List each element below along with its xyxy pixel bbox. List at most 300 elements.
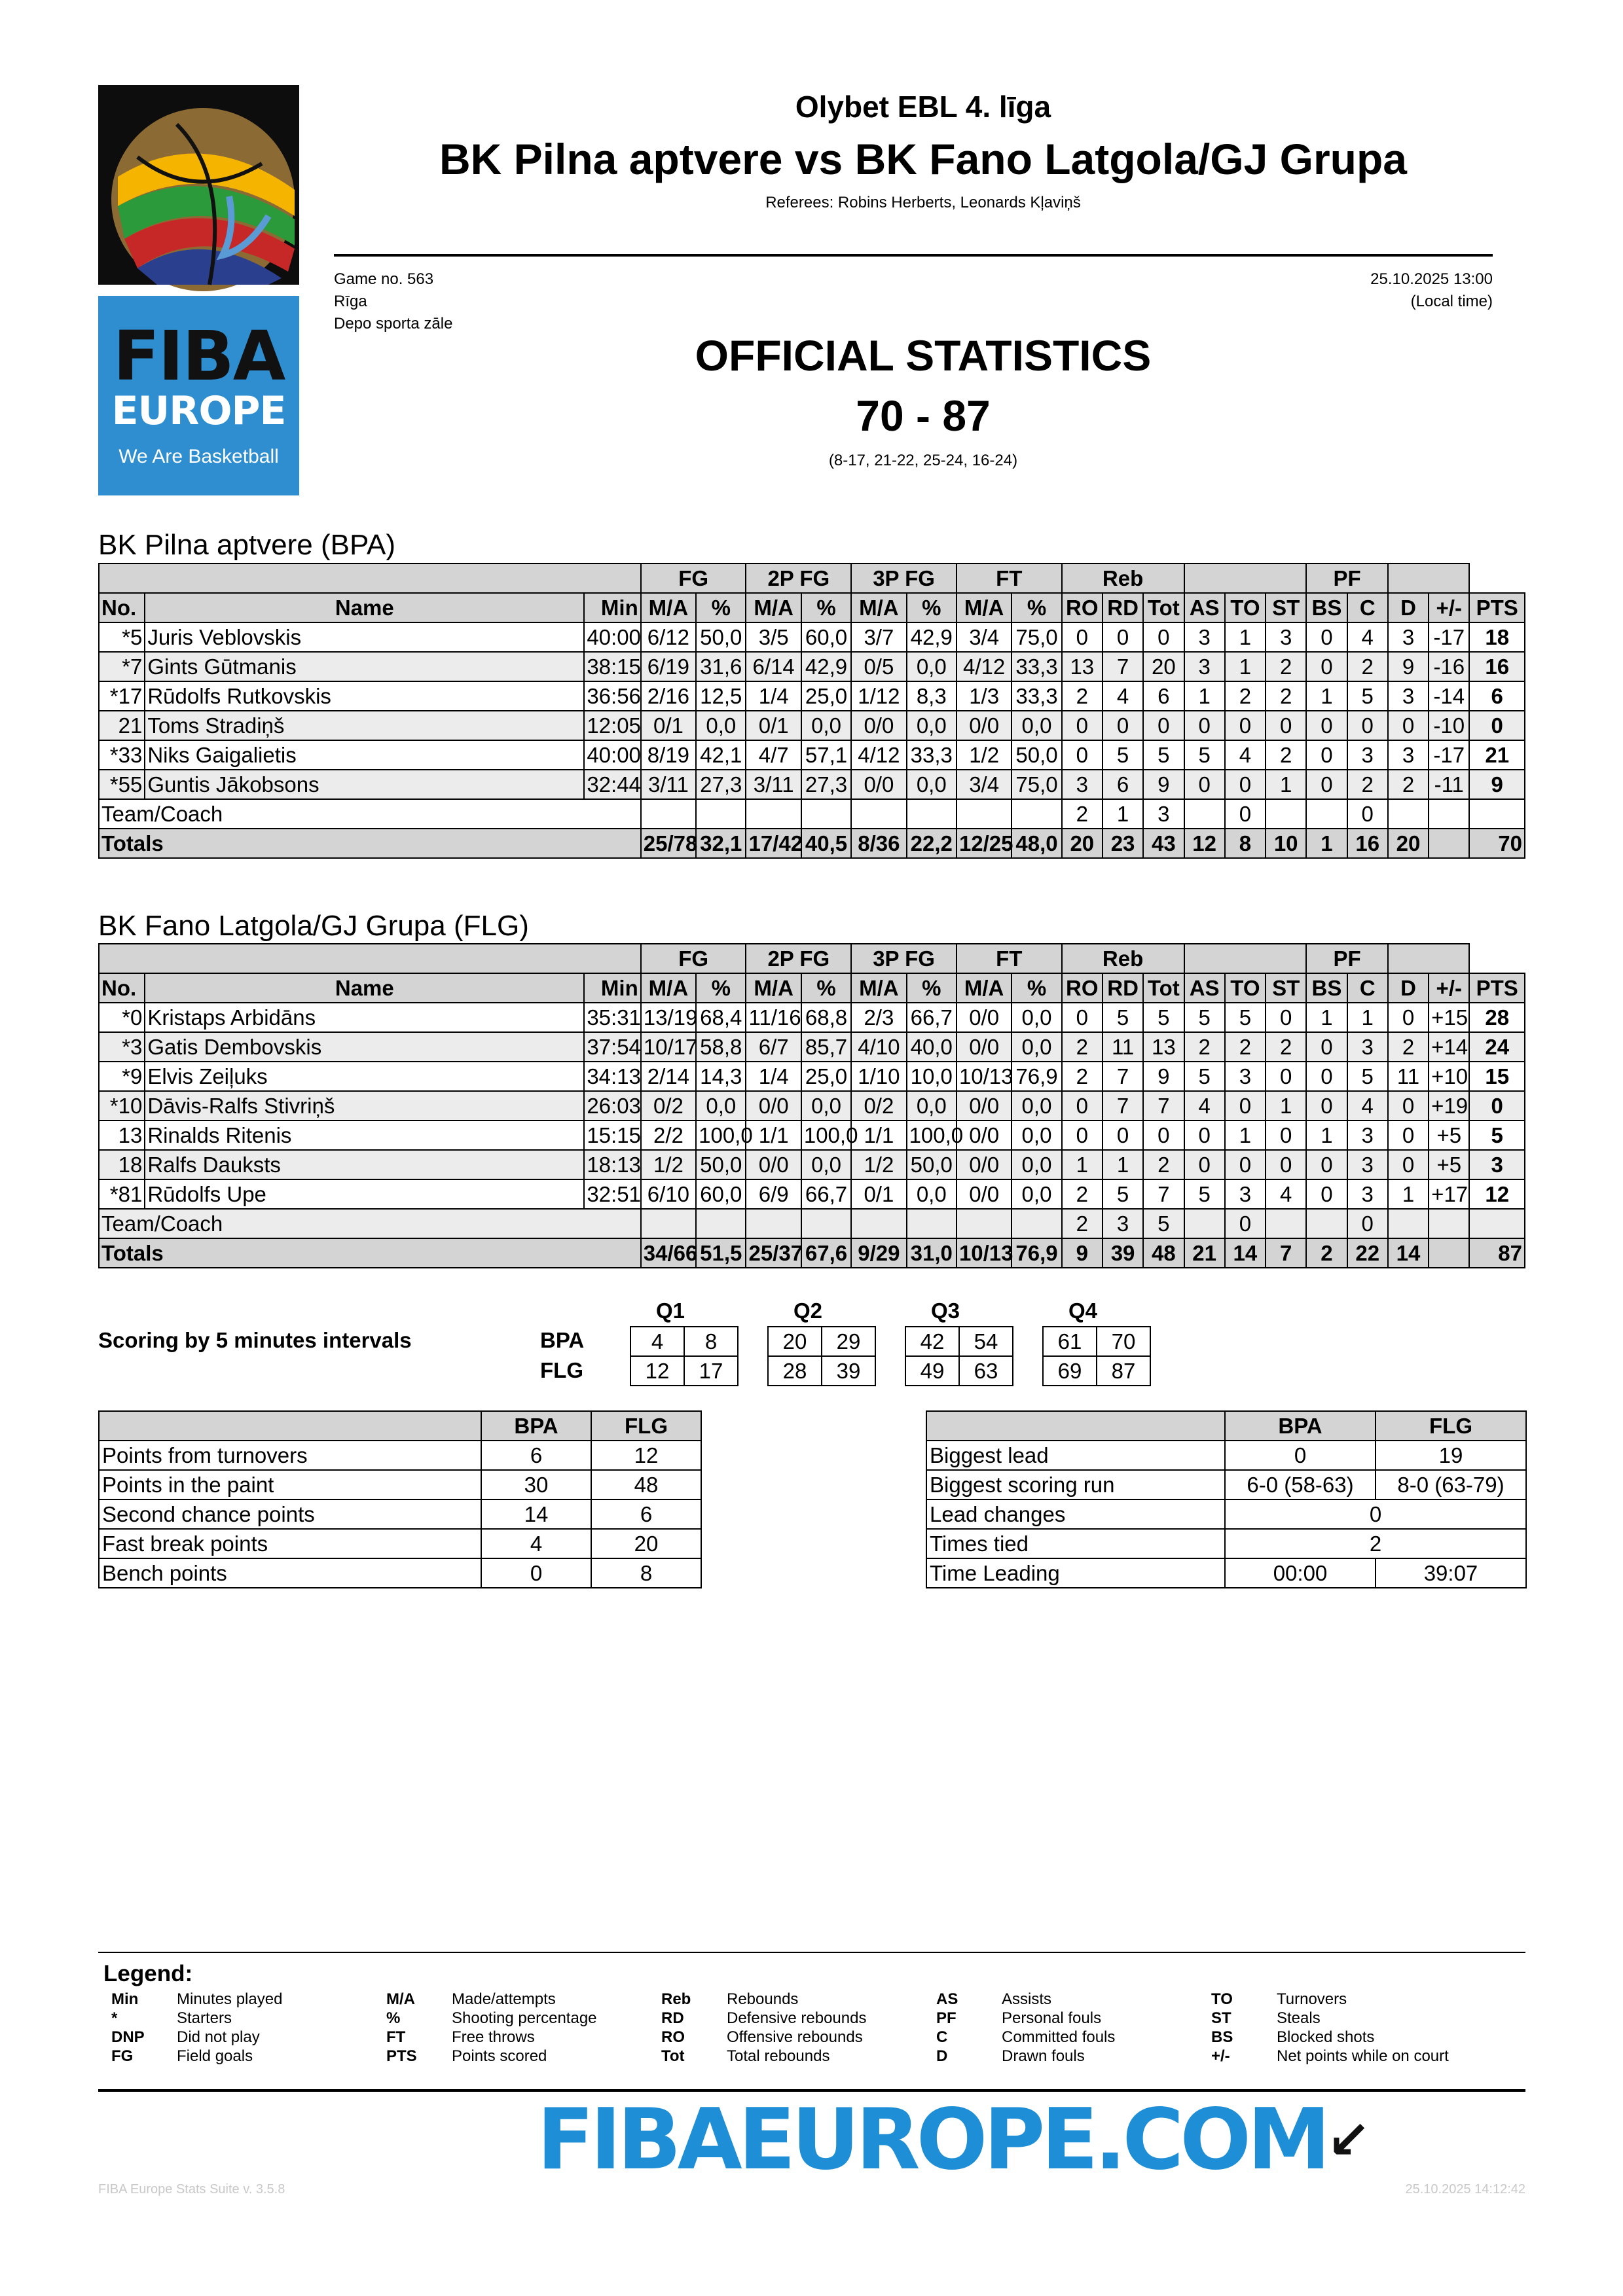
stat-cell: 5 <box>1347 1062 1388 1091</box>
stat-cell: -14 <box>1429 681 1469 711</box>
stat-cell: 1 <box>1266 770 1306 799</box>
player-row <box>99 622 1525 652</box>
stat-cell: 18:13 <box>584 1150 640 1179</box>
stat-cell: 57,1 <box>801 740 851 770</box>
summary-value: 12 <box>591 1441 701 1470</box>
empty-cell <box>1388 799 1429 829</box>
player-points: 0 <box>1469 1091 1525 1121</box>
stat-cell: 13 <box>99 1121 145 1150</box>
column-header: RO <box>1062 973 1103 1003</box>
stat-cell: 0 <box>1306 622 1347 652</box>
summary-row <box>99 1529 701 1558</box>
stat-cell: 0 <box>1306 1032 1347 1062</box>
stat-cell: 13/19 <box>641 1003 696 1032</box>
column-header: M/A <box>851 593 906 622</box>
empty-cell <box>1184 799 1225 829</box>
legend-abbr: AS <box>936 1990 958 2008</box>
empty-cell <box>746 799 801 829</box>
stat-cell: 60,0 <box>696 1179 746 1209</box>
stat-cell: 1 <box>1103 1150 1143 1179</box>
stat-cell: 6/10 <box>641 1179 696 1209</box>
interval-score: 61 <box>1043 1327 1097 1356</box>
stat-cell: 0 <box>1306 1150 1347 1179</box>
stat-cell: 10/17 <box>641 1032 696 1062</box>
group-header: PF <box>1306 944 1388 973</box>
stat-cell: 14 <box>1388 1238 1429 1268</box>
stat-cell: 0 <box>1388 1150 1429 1179</box>
stat-cell: 7 <box>1143 1091 1184 1121</box>
stat-cell: 1 <box>1225 652 1266 681</box>
group-header: FG <box>641 944 746 973</box>
column-header: ST <box>1266 593 1306 622</box>
table-column-header <box>99 593 1525 622</box>
stat-cell: 3 <box>1184 622 1225 652</box>
column-header: RD <box>1103 973 1143 1003</box>
legend-abbr: Tot <box>661 2047 685 2065</box>
legend-desc: Turnovers <box>1277 1990 1347 2008</box>
stat-cell: 43 <box>1143 829 1184 858</box>
biggest-lead-flg: 19 <box>1376 1441 1526 1470</box>
stat-cell: 4/7 <box>746 740 801 770</box>
totals-points: 87 <box>1469 1238 1525 1268</box>
stat-cell: 0/5 <box>851 652 906 681</box>
summary-right-header-bpa: BPA <box>1225 1411 1376 1441</box>
legend-abbr: FG <box>111 2047 134 2065</box>
stat-cell: 0/0 <box>957 1179 1012 1209</box>
stat-cell: 0,0 <box>801 711 851 740</box>
stat-cell: 40:00 <box>584 740 640 770</box>
stat-cell: 6/7 <box>746 1032 801 1062</box>
interval-team-bpa: BPA <box>540 1328 585 1352</box>
stat-cell: 10 <box>1266 829 1306 858</box>
column-header: M/A <box>957 593 1012 622</box>
document-title: OFFICIAL STATISTICS <box>695 331 1152 380</box>
stat-cell: -17 <box>1429 740 1469 770</box>
stat-cell: 31,6 <box>696 652 746 681</box>
stat-cell: 0/2 <box>641 1091 696 1121</box>
empty-cell <box>696 799 746 829</box>
legend-abbr: RD <box>661 2009 684 2027</box>
interval-score: 42 <box>905 1327 959 1356</box>
stat-cell: 22,2 <box>907 829 957 858</box>
stat-cell: 12:05 <box>584 711 640 740</box>
legend-abbr: D <box>936 2047 948 2065</box>
stat-cell: 25/78 <box>641 829 696 858</box>
summary-label: Points from turnovers <box>99 1441 481 1470</box>
stat-cell: 0 <box>1225 1209 1266 1238</box>
stat-cell: 12 <box>1184 829 1225 858</box>
stat-cell: 32,1 <box>696 829 746 858</box>
empty-cell <box>1469 1209 1525 1238</box>
player-row <box>99 770 1525 799</box>
stat-cell: 40,5 <box>801 829 851 858</box>
stat-cell: 11/16 <box>746 1003 801 1032</box>
stat-cell: 0 <box>1347 799 1388 829</box>
stat-cell: 5 <box>1143 740 1184 770</box>
team-coach-row <box>99 799 1525 829</box>
biggest-lead-label: Biggest lead <box>926 1441 1225 1470</box>
legend-desc: Shooting percentage <box>452 2009 597 2027</box>
stat-cell: 3 <box>1347 740 1388 770</box>
column-header: TO <box>1225 973 1266 1003</box>
team-coach-row <box>99 1209 1525 1238</box>
legend-abbr: PF <box>936 2009 957 2027</box>
player-name: Rūdolfs Upe <box>145 1179 584 1209</box>
interval-box <box>905 1326 1013 1386</box>
stat-cell: +10 <box>1429 1062 1469 1091</box>
stat-cell: 0,0 <box>907 770 957 799</box>
legend-abbr: FT <box>386 2028 406 2046</box>
summary-value: 30 <box>481 1470 591 1499</box>
stat-cell: 1/10 <box>851 1062 906 1091</box>
stat-cell: 14,3 <box>696 1062 746 1091</box>
stat-cell: 25,0 <box>801 1062 851 1091</box>
column-header: % <box>907 593 957 622</box>
legend-abbr: ST <box>1211 2009 1231 2027</box>
stat-cell: 25/37 <box>746 1238 801 1268</box>
interval-score: 28 <box>768 1356 822 1386</box>
stat-cell: 2 <box>1266 740 1306 770</box>
summary-row <box>99 1499 701 1529</box>
stat-cell: 0/1 <box>746 711 801 740</box>
column-header: M/A <box>851 973 906 1003</box>
column-header: % <box>801 593 851 622</box>
stat-cell: 2 <box>1062 1209 1103 1238</box>
stat-cell: +5 <box>1429 1150 1469 1179</box>
stat-cell: *17 <box>99 681 145 711</box>
stat-cell: 0 <box>1266 1150 1306 1179</box>
stat-cell: 85,7 <box>801 1032 851 1062</box>
stat-cell: 22 <box>1347 1238 1388 1268</box>
stat-cell: 0,0 <box>1012 1003 1061 1032</box>
stat-cell: *55 <box>99 770 145 799</box>
time-leading-flg: 39:07 <box>1376 1558 1526 1588</box>
header-blank <box>1184 564 1307 593</box>
summary-header: FLG <box>591 1411 701 1441</box>
stat-cell: 5 <box>1225 1003 1266 1032</box>
player-name: Kristaps Arbidāns <box>145 1003 584 1032</box>
column-header: BS <box>1306 973 1347 1003</box>
stat-cell: 4 <box>1266 1179 1306 1209</box>
stat-cell: 0 <box>1266 1121 1306 1150</box>
totals-row <box>99 829 1525 858</box>
empty-cell <box>1184 1209 1225 1238</box>
team-coach-label: Team/Coach <box>99 799 641 829</box>
player-name: Rūdolfs Rutkovskis <box>145 681 584 711</box>
stat-cell: 0/0 <box>957 1003 1012 1032</box>
stat-cell: 3 <box>1062 770 1103 799</box>
lead-changes-label: Lead changes <box>926 1499 1225 1529</box>
time-leading-label: Time Leading <box>926 1558 1225 1588</box>
legend-desc: Minutes played <box>177 1990 283 2008</box>
stat-cell: 0 <box>1306 740 1347 770</box>
stat-cell: 0,0 <box>696 1091 746 1121</box>
stat-cell: 9 <box>1143 1062 1184 1091</box>
stat-cell: 0 <box>1225 799 1266 829</box>
stat-cell: 38:15 <box>584 652 640 681</box>
stat-cell: 3 <box>1347 1150 1388 1179</box>
stat-cell: 1 <box>1306 829 1347 858</box>
legend-title: Legend: <box>103 1961 193 1986</box>
stat-cell <box>1429 829 1469 858</box>
times-tied-value: 2 <box>1225 1529 1526 1558</box>
stat-cell: 9 <box>1388 652 1429 681</box>
interval-score: 87 <box>1097 1356 1150 1386</box>
intervals-label: Scoring by 5 minutes intervals <box>98 1328 412 1352</box>
stat-cell: 60,0 <box>801 622 851 652</box>
stat-cell: 2 <box>1266 652 1306 681</box>
player-name: Niks Gaigalietis <box>145 740 584 770</box>
summary-value: 0 <box>481 1558 591 1588</box>
stat-cell: 4/10 <box>851 1032 906 1062</box>
empty-cell <box>1469 799 1525 829</box>
stat-cell: 2/2 <box>641 1121 696 1150</box>
legend-abbr: Min <box>111 1990 139 2008</box>
player-name: Gints Gūtmanis <box>145 652 584 681</box>
team-coach-label: Team/Coach <box>99 1209 641 1238</box>
stat-cell: 76,9 <box>1012 1238 1061 1268</box>
stat-cell: 0,0 <box>907 1179 957 1209</box>
stat-cell: 6 <box>1103 770 1143 799</box>
stat-cell: 2 <box>1184 1032 1225 1062</box>
legend-desc: Starters <box>177 2009 232 2027</box>
stat-cell: 33,3 <box>1012 652 1061 681</box>
player-name: Juris Veblovskis <box>145 622 584 652</box>
group-header: 2P FG <box>746 944 851 973</box>
stat-cell: 3 <box>1347 1179 1388 1209</box>
interval-score: 49 <box>905 1356 959 1386</box>
stat-cell: 3/4 <box>957 622 1012 652</box>
stat-cell: +19 <box>1429 1091 1469 1121</box>
stat-cell: 34/66 <box>641 1238 696 1268</box>
column-header: BS <box>1306 593 1347 622</box>
column-header: +/- <box>1429 973 1469 1003</box>
column-header: ST <box>1266 973 1306 1003</box>
stat-cell: 5 <box>1184 740 1225 770</box>
column-header: Min <box>584 593 640 622</box>
stat-cell: 39 <box>1103 1238 1143 1268</box>
legend-desc: Free throws <box>452 2028 535 2046</box>
stat-cell: 3 <box>1143 799 1184 829</box>
stat-cell: 0 <box>1306 652 1347 681</box>
column-header: % <box>696 973 746 1003</box>
stat-cell: 0,0 <box>907 1091 957 1121</box>
summary-row <box>99 1441 701 1470</box>
game-info <box>334 268 452 335</box>
stat-cell: 0/1 <box>851 1179 906 1209</box>
stat-cell: 0,0 <box>1012 1091 1061 1121</box>
stat-cell: 0 <box>1062 1121 1103 1150</box>
stat-cell: 68,8 <box>801 1003 851 1032</box>
stat-cell: 0 <box>1143 711 1184 740</box>
summary-label: Points in the paint <box>99 1470 481 1499</box>
stat-cell: 0,0 <box>1012 1150 1061 1179</box>
stat-cell: +14 <box>1429 1032 1469 1062</box>
stat-cell: 2 <box>1306 1238 1347 1268</box>
header-blank <box>1184 944 1307 973</box>
column-header: Name <box>145 973 584 1003</box>
legend-desc: Total rebounds <box>727 2047 830 2065</box>
interval-row <box>630 1327 738 1356</box>
stat-cell: 0/0 <box>957 711 1012 740</box>
legend-desc: Committed fouls <box>1002 2028 1116 2046</box>
lead-changes-value: 0 <box>1225 1499 1526 1529</box>
legend-top-rule <box>98 1952 1525 1953</box>
stat-cell: 2 <box>1062 681 1103 711</box>
stat-cell: 36:56 <box>584 681 640 711</box>
player-row <box>99 1032 1525 1062</box>
legend-desc: Personal fouls <box>1002 2009 1102 2027</box>
biggest-run-bpa: 6-0 (58-63) <box>1225 1470 1376 1499</box>
stat-cell: 0/0 <box>957 1121 1012 1150</box>
stat-cell: 68,4 <box>696 1003 746 1032</box>
venue: Depo sporta zāle <box>334 315 453 332</box>
column-header: +/- <box>1429 593 1469 622</box>
header-blank <box>99 564 641 593</box>
interval-row <box>1043 1356 1150 1386</box>
empty-cell <box>801 1209 851 1238</box>
stat-cell: 5 <box>1184 1062 1225 1091</box>
stat-cell: 10,0 <box>907 1062 957 1091</box>
player-name: Guntis Jākobsons <box>145 770 584 799</box>
stat-cell: -16 <box>1429 652 1469 681</box>
stat-cell: 13 <box>1062 652 1103 681</box>
stat-cell: 0/0 <box>746 1150 801 1179</box>
stat-cell: 0,0 <box>907 711 957 740</box>
column-header: PTS <box>1469 973 1525 1003</box>
table-group-header <box>99 944 1525 973</box>
stat-cell: 27,3 <box>696 770 746 799</box>
stat-cell: 0 <box>1062 711 1103 740</box>
stat-cell: 40,0 <box>907 1032 957 1062</box>
stat-cell: 2 <box>1266 1032 1306 1062</box>
summary-row <box>99 1558 701 1588</box>
stat-cell: 0 <box>1062 1003 1103 1032</box>
player-row <box>99 1062 1525 1091</box>
stat-cell: *9 <box>99 1062 145 1091</box>
footer-logo-text: FIBAEUROPE.COM <box>537 2091 1327 2189</box>
stat-cell: 0 <box>1266 1062 1306 1091</box>
legend-desc: Net points while on court <box>1277 2047 1449 2065</box>
summary-value: 48 <box>591 1470 701 1499</box>
empty-cell <box>907 1209 957 1238</box>
stat-cell: 48 <box>1143 1238 1184 1268</box>
interval-score: 69 <box>1043 1356 1097 1386</box>
stat-cell: 18 <box>99 1150 145 1179</box>
matchup-title: BK Pilna aptvere vs BK Fano Latgola/GJ Grupa <box>439 135 1407 183</box>
stat-cell: 31,0 <box>907 1238 957 1268</box>
player-name: Toms Stradiņš <box>145 711 584 740</box>
stat-cell: 33,3 <box>907 740 957 770</box>
group-header: Reb <box>1062 564 1184 593</box>
empty-cell <box>1429 799 1469 829</box>
stat-cell: 9 <box>1062 1238 1103 1268</box>
stat-cell: 3 <box>1103 1209 1143 1238</box>
stat-cell: 2 <box>1062 799 1103 829</box>
stat-cell: 11 <box>1103 1032 1143 1062</box>
player-row <box>99 1091 1525 1121</box>
stat-cell: 2/16 <box>641 681 696 711</box>
interval-quarter-label: Q3 <box>931 1299 960 1323</box>
stat-cell: 0 <box>1184 1121 1225 1150</box>
referees: Referees: Robins Herberts, Leonards Kļaviņš <box>765 194 1081 211</box>
interval-quarter-label: Q2 <box>793 1299 823 1323</box>
stat-cell: 35:31 <box>584 1003 640 1032</box>
stat-cell: 25,0 <box>801 681 851 711</box>
interval-score: 29 <box>822 1327 875 1356</box>
fibaeurope-footer-logo <box>537 2091 1371 2189</box>
column-header: M/A <box>641 973 696 1003</box>
summary-right-header-blank <box>926 1411 1225 1441</box>
stat-cell: 2 <box>1388 770 1429 799</box>
stat-cell: 50,0 <box>696 1150 746 1179</box>
interval-row <box>768 1356 875 1386</box>
stat-cell: +5 <box>1429 1121 1469 1150</box>
stats-table-bpa <box>98 563 1525 859</box>
stat-cell: 50,0 <box>907 1150 957 1179</box>
stat-cell: 100,0 <box>696 1121 746 1150</box>
stat-cell: 0 <box>1266 711 1306 740</box>
stat-cell: 1 <box>1306 1003 1347 1032</box>
stat-cell: 20 <box>1143 652 1184 681</box>
stat-cell: 5 <box>1103 1003 1143 1032</box>
stat-cell: 3 <box>1225 1179 1266 1209</box>
interval-quarter-label: Q1 <box>656 1299 685 1323</box>
legend-desc: Steals <box>1277 2009 1321 2027</box>
stat-cell: 0 <box>1184 1150 1225 1179</box>
europe-logo-text: EUROPE <box>111 388 286 434</box>
column-header: M/A <box>641 593 696 622</box>
stat-cell: 7 <box>1143 1179 1184 1209</box>
stat-cell: 8 <box>1225 829 1266 858</box>
player-points: 12 <box>1469 1179 1525 1209</box>
stat-cell: 6/14 <box>746 652 801 681</box>
quarter-scores: (8-17, 21-22, 25-24, 16-24) <box>828 452 1018 469</box>
biggest-run-label: Biggest scoring run <box>926 1470 1225 1499</box>
stat-cell: 3/5 <box>746 622 801 652</box>
stat-cell: 1/1 <box>851 1121 906 1150</box>
stat-cell: 3 <box>1388 740 1429 770</box>
stat-cell: 1 <box>1225 622 1266 652</box>
stat-cell: 20 <box>1062 829 1103 858</box>
column-header: Tot <box>1143 593 1184 622</box>
summary-value: 4 <box>481 1529 591 1558</box>
game-number: Game no. 563 <box>334 270 434 288</box>
column-header: Name <box>145 593 584 622</box>
stat-cell: 5 <box>1184 1003 1225 1032</box>
stat-cell: *10 <box>99 1091 145 1121</box>
biggest-run-flg: 8-0 (63-79) <box>1376 1470 1526 1499</box>
stat-cell: 100,0 <box>907 1121 957 1150</box>
stat-cell: 2 <box>1266 681 1306 711</box>
stat-cell: 7 <box>1103 652 1143 681</box>
stat-cell: 0 <box>1388 1091 1429 1121</box>
league-name: Olybet EBL 4. līga <box>795 90 1051 124</box>
empty-cell <box>641 799 696 829</box>
stat-cell: 21 <box>1184 1238 1225 1268</box>
group-header: 2P FG <box>746 564 851 593</box>
legend-abbr: DNP <box>111 2028 145 2046</box>
footer-timestamp: 25.10.2025 14:12:42 <box>1405 2182 1525 2197</box>
stat-cell: 0 <box>1225 1091 1266 1121</box>
column-header: C <box>1347 973 1388 1003</box>
player-name: Dāvis-Ralfs Stivriņš <box>145 1091 584 1121</box>
stat-cell: 5 <box>1184 1179 1225 1209</box>
city: Rīga <box>334 293 367 310</box>
empty-cell <box>1012 1209 1061 1238</box>
stat-cell: 0,0 <box>907 652 957 681</box>
time-leading-bpa: 00:00 <box>1225 1558 1376 1588</box>
